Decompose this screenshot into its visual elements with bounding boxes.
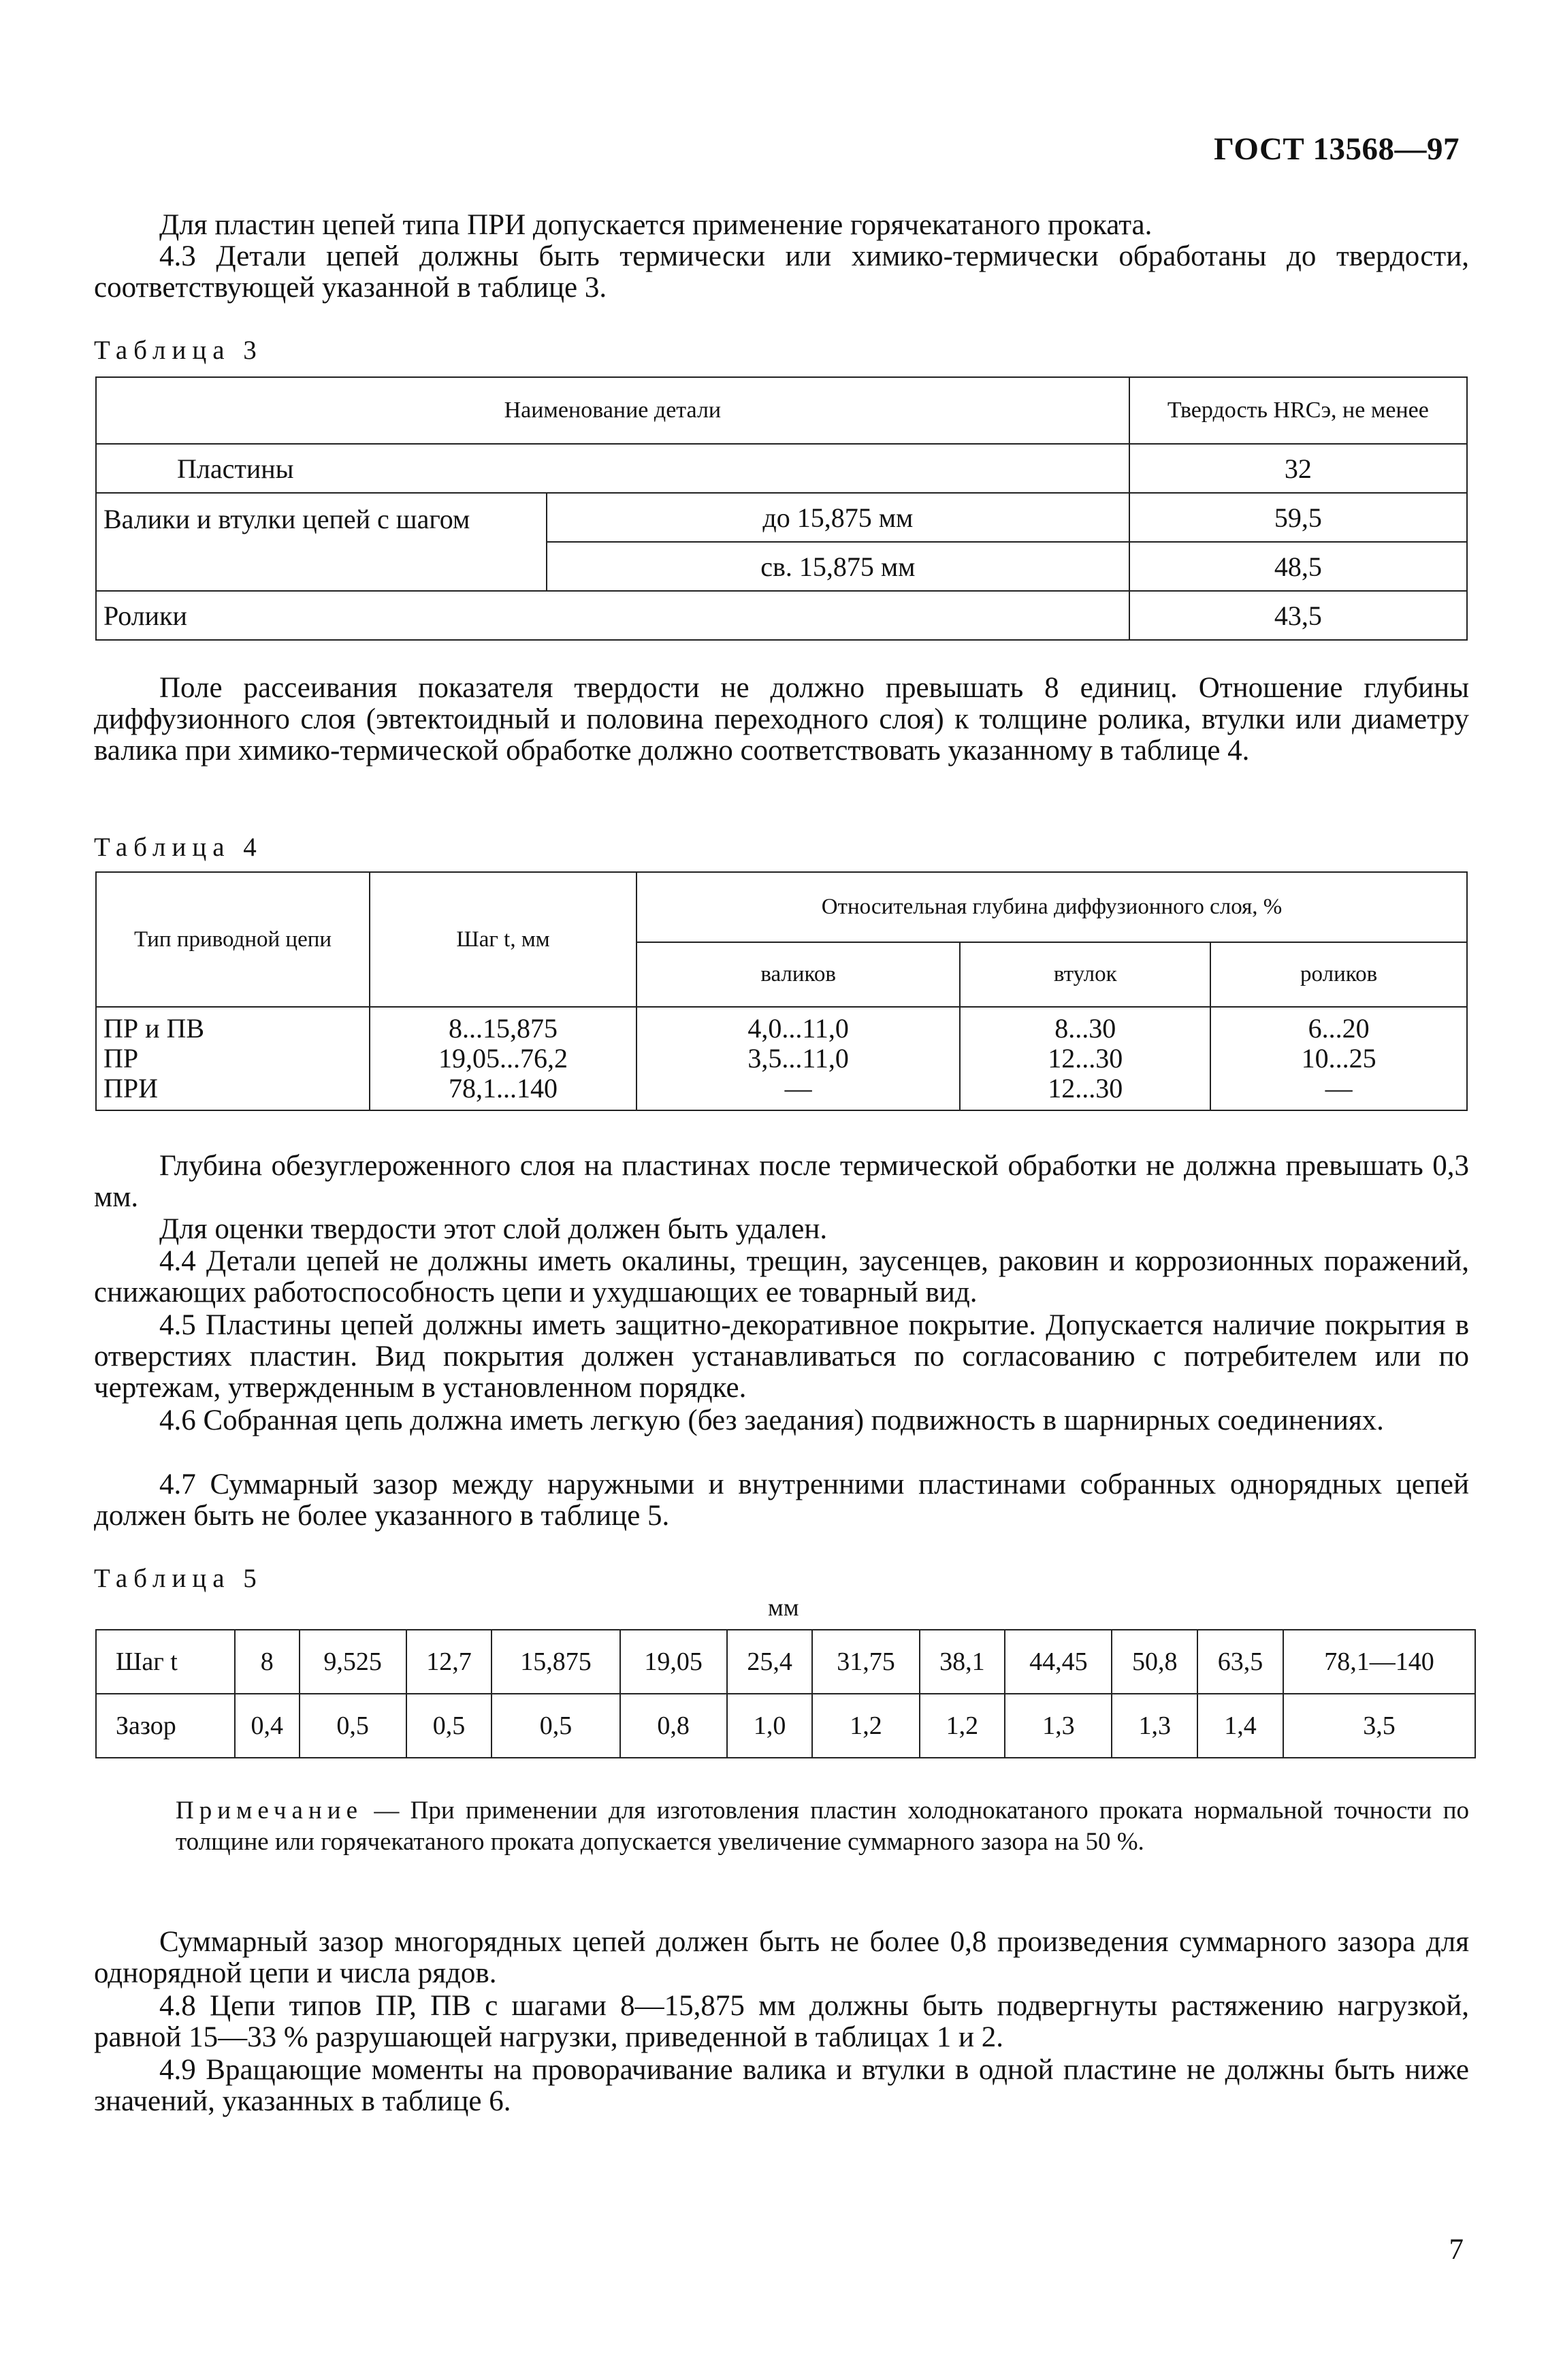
paragraph-after-table3: Поле рассеивания показателя твердости не должно превышать 8 единиц. Отношение глубины диффузионного слоя (эвтектоидный и половина переходного слоя) к толщине ролика, втулки или диаметру валика при химико-термической обработке должно соответствовать указанному в таблице 4.	[94, 672, 1469, 767]
document-header: ГОСТ 13568—97	[1214, 131, 1460, 167]
table4-cell: 8...15,875 19,05...76,2 78,1...140	[370, 1007, 637, 1110]
table5-cell: 1,0	[727, 1694, 813, 1758]
table4-header-type: Тип приводной цепи	[96, 872, 370, 1007]
paragraph-4-4: 4.4 Детали цепей не должны иметь окалины, трещин, заусенцев, раковин и коррозионных поражений, снижающих работоспособность цепи и ухудшающих ее товарный вид.	[94, 1245, 1469, 1308]
table5-cell: 78,1—140	[1283, 1630, 1475, 1694]
table5-cell: 8	[235, 1630, 300, 1694]
table-4	[95, 871, 1468, 1111]
table3-cell: 48,5	[1129, 542, 1467, 591]
table5-cell: 1,2	[812, 1694, 919, 1758]
paragraph-4-9: 4.9 Вращающие моменты на проворачивание валика и втулки в одной пластине не должны быть ниже значений, указанных в таблице 6.	[94, 2054, 1469, 2117]
table3-header-name: Наименование детали	[96, 377, 1129, 444]
table5-cell: 0,5	[406, 1694, 492, 1758]
table3-cell: Ролики	[96, 591, 1129, 640]
table4-cell: 8...30 12...30 12...30	[960, 1007, 1210, 1110]
table5-cell: 1,3	[1112, 1694, 1197, 1758]
paragraph-4-7: 4.7 Суммарный зазор между наружными и внутренними пластинами собранных однорядных цепей должен быть не более указанного в таблице 5.	[94, 1468, 1469, 1532]
table4-cell: 6...20 10...25 —	[1210, 1007, 1467, 1110]
table5-cell: 12,7	[406, 1630, 492, 1694]
table5-cell: 1,3	[1005, 1694, 1112, 1758]
table3-cell: 59,5	[1129, 493, 1467, 542]
table4-cell: 4,0...11,0 3,5...11,0 —	[637, 1007, 960, 1110]
table4-caption: Таблица 4	[94, 833, 263, 862]
paragraph: Глубина обезуглероженного слоя на пластинах после термической обработки не должна превышать 0,3 мм.	[94, 1150, 1469, 1213]
table5-cell: 44,45	[1005, 1630, 1112, 1694]
table3-cell: Валики и втулки цепей с шагом	[96, 493, 547, 591]
table4-header-valik: валиков	[637, 942, 960, 1007]
paragraph-4-6: 4.6 Собранная цепь должна иметь легкую (без заедания) подвижность в шарнирных соединениях.	[159, 1404, 1384, 1436]
table4-header-step: Шаг t, мм	[370, 872, 637, 1007]
table5-cell: 15,875	[492, 1630, 619, 1694]
paragraph-4-5: 4.5 Пластины цепей должны иметь защитно-декоративное покрытие. Допускается наличие покрытия в отверстиях пластин. Вид покрытия должен устанавливаться по согласованию с потребителем или по чертежам, утвержденным в установленном порядке.	[94, 1309, 1469, 1404]
table5-cell: 1,2	[920, 1694, 1005, 1758]
table5-cell: 25,4	[727, 1630, 813, 1694]
table5-cell: 0,5	[492, 1694, 619, 1758]
paragraph-4-3: 4.3 Детали цепей должны быть термически или химико-термически обработаны до твердости, соответствующей указанной в таблице 3.	[94, 240, 1469, 304]
table5-cell: 3,5	[1283, 1694, 1475, 1758]
table3-header-hardness: Твердость HRCэ, не менее	[1129, 377, 1467, 444]
table5-unit: мм	[768, 1594, 799, 1621]
paragraph: Для пластин цепей типа ПРИ допускается применение горячекатаного проката.	[159, 209, 1153, 241]
paragraph-4-8: 4.8 Цепи типов ПР, ПВ с шагами 8—15,875 мм должны быть подвергнуты растяжению нагрузкой, равной 15—33 % разрушающей нагрузки, приведенной в таблицах 1 и 2.	[94, 1990, 1469, 2053]
table5-note	[176, 1795, 1469, 1858]
note-label: Примечание	[176, 1797, 363, 1824]
page-number: 7	[1449, 2234, 1464, 2266]
table3-cell: Пластины	[96, 444, 1129, 493]
paragraph: Суммарный зазор многорядных цепей должен быть не более 0,8 произведения суммарного зазора для однорядной цепи и числа рядов.	[94, 1926, 1469, 1989]
table3-cell: св. 15,875 мм	[547, 542, 1129, 591]
table4-header-depth: Относительная глубина диффузионного слоя, %	[637, 872, 1467, 942]
table5-cell: 50,8	[1112, 1630, 1197, 1694]
table5-cell: 19,05	[620, 1630, 727, 1694]
table3-cell: 32	[1129, 444, 1467, 493]
paragraph: Для оценки твердости этот слой должен быть удален.	[159, 1213, 828, 1245]
table5-cell: 63,5	[1197, 1630, 1283, 1694]
table5-caption: Таблица 5	[94, 1564, 263, 1593]
table5-cell: 0,5	[300, 1694, 406, 1758]
table5-cell: 31,75	[812, 1630, 919, 1694]
table-5	[95, 1629, 1476, 1758]
table4-header-rolik: роликов	[1210, 942, 1467, 1007]
table5-cell: 9,525	[300, 1630, 406, 1694]
table3-caption: Таблица 3	[94, 336, 263, 365]
table5-row-label: Шаг t	[96, 1630, 235, 1694]
table3-cell: 43,5	[1129, 591, 1467, 640]
table5-row-label: Зазор	[96, 1694, 235, 1758]
table5-cell: 38,1	[920, 1630, 1005, 1694]
note-text: — При применении для изготовления пластин холоднокатаного проката нормальной точности по толщине или горячекатаного проката допускается увеличение суммарного зазора на 50 %.	[176, 1797, 1469, 1856]
table3-cell: до 15,875 мм	[547, 493, 1129, 542]
table5-cell: 0,8	[620, 1694, 727, 1758]
table-3	[95, 376, 1468, 641]
table4-header-vtulok: втулок	[960, 942, 1210, 1007]
table5-cell: 1,4	[1197, 1694, 1283, 1758]
table4-cell: ПР и ПВ ПР ПРИ	[96, 1007, 370, 1110]
table5-cell: 0,4	[235, 1694, 300, 1758]
